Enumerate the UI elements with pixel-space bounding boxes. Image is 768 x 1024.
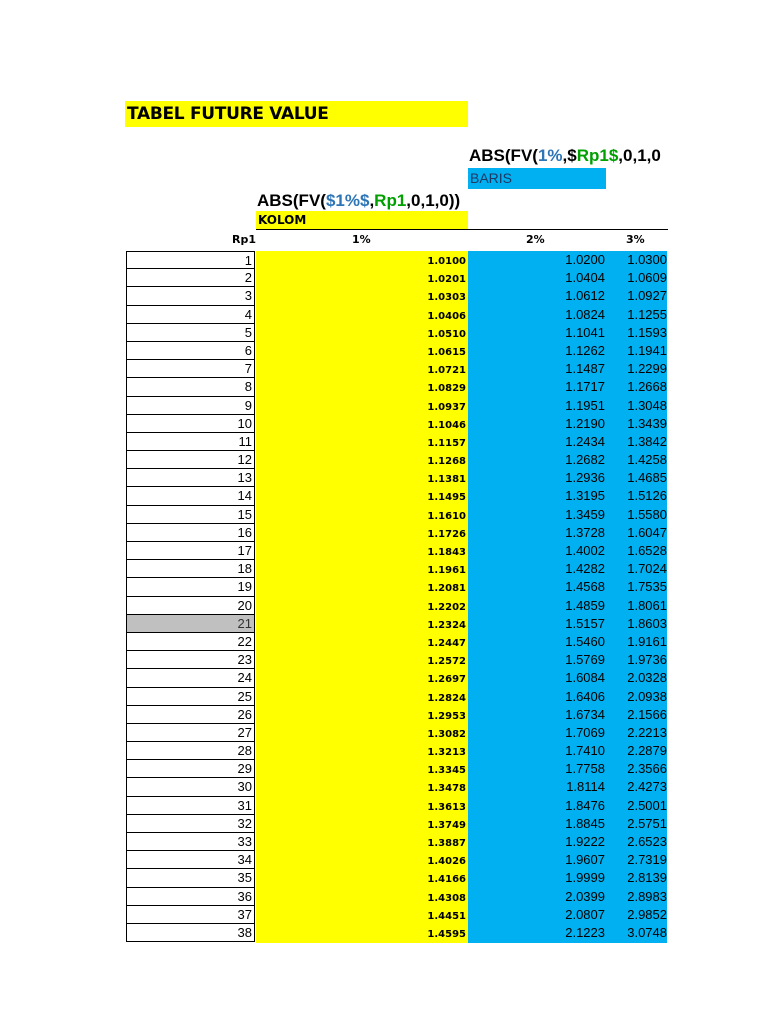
fv-cell-2pct[interactable]: 2.1223 xyxy=(565,924,605,940)
formula-part: ,0,1,0)) xyxy=(406,191,461,210)
table-row xyxy=(126,815,668,833)
period-cell[interactable]: 11 xyxy=(126,433,255,451)
fv-cell-1pct[interactable]: 1.1610 xyxy=(427,510,466,522)
fv-cell-3pct[interactable]: 2.5751 xyxy=(627,815,667,831)
fv-cell-3pct[interactable]: 1.4685 xyxy=(627,470,667,486)
fv-cell-2pct[interactable]: 1.5769 xyxy=(565,652,605,668)
fv-cell-2pct[interactable]: 1.1717 xyxy=(565,379,605,395)
fv-cell-1pct[interactable]: 1.1495 xyxy=(427,492,466,504)
table-row xyxy=(126,506,668,524)
fv-cell-3pct[interactable]: 2.4273 xyxy=(627,779,667,795)
period-cell[interactable]: 33 xyxy=(126,833,255,851)
fv-cell-1pct[interactable]: 1.2697 xyxy=(427,674,466,686)
table-row xyxy=(126,869,668,887)
fv-cell-1pct[interactable]: 1.0303 xyxy=(427,292,466,304)
fv-cell-1pct[interactable]: 1.2202 xyxy=(427,601,466,613)
fv-cell-1pct[interactable]: 1.0721 xyxy=(427,365,466,377)
table-row xyxy=(126,487,668,505)
table-row xyxy=(126,287,668,305)
period-cell[interactable]: 7 xyxy=(126,360,255,378)
fv-cell-2pct[interactable]: 1.3195 xyxy=(565,488,605,504)
formula-ref-amount: Rp1 xyxy=(374,191,407,210)
fv-cell-3pct[interactable]: 2.2213 xyxy=(627,724,667,740)
fv-cell-3pct[interactable]: 1.7024 xyxy=(627,561,667,577)
fv-cell-2pct[interactable]: 1.1041 xyxy=(565,324,605,340)
period-cell[interactable]: 22 xyxy=(126,633,255,651)
fv-cell-3pct[interactable]: 1.2299 xyxy=(627,361,667,377)
fv-cell-2pct[interactable]: 1.0824 xyxy=(565,306,605,322)
period-cell[interactable]: 24 xyxy=(126,669,255,687)
period-cell[interactable]: 29 xyxy=(126,760,255,778)
header-rate-3[interactable]: 3% xyxy=(626,233,645,246)
fv-cell-1pct[interactable]: 1.3613 xyxy=(427,801,466,813)
fv-cell-1pct[interactable]: 1.0201 xyxy=(427,274,466,286)
table-row xyxy=(126,324,668,342)
formula-part: ABS(FV( xyxy=(257,191,326,210)
fv-cell-1pct[interactable]: 1.3213 xyxy=(427,747,466,759)
fv-cell-1pct[interactable]: 1.2447 xyxy=(427,637,466,649)
fv-cell-1pct[interactable]: 1.3345 xyxy=(427,765,466,777)
period-cell[interactable]: 4 xyxy=(126,306,255,324)
table-row xyxy=(126,669,668,687)
fv-cell-2pct[interactable]: 2.0807 xyxy=(565,906,605,922)
fv-cell-3pct[interactable]: 1.0609 xyxy=(627,270,667,286)
fv-cell-3pct[interactable]: 2.8983 xyxy=(627,888,667,904)
formula-ref-amount: Rp1$ xyxy=(576,146,619,165)
fv-cell-3pct[interactable]: 1.0300 xyxy=(627,252,667,267)
period-cell[interactable]: 17 xyxy=(126,542,255,560)
fv-cell-1pct[interactable]: 1.3749 xyxy=(427,819,466,831)
kolom-label: KOLOM xyxy=(256,211,468,229)
period-cell[interactable]: 5 xyxy=(126,324,255,342)
table-row xyxy=(126,688,668,706)
formula-ref-rate: 1% xyxy=(537,146,563,165)
fv-cell-3pct[interactable]: 1.9736 xyxy=(627,652,667,668)
column-formula xyxy=(257,191,460,211)
formula-part: ,0,1,0 xyxy=(618,146,661,165)
table-row xyxy=(126,306,668,324)
fv-cell-2pct[interactable]: 1.5460 xyxy=(565,633,605,649)
table-row xyxy=(126,706,668,724)
table-row xyxy=(126,360,668,378)
fv-cell-1pct[interactable]: 1.4451 xyxy=(427,910,466,922)
fv-cell-3pct[interactable]: 1.1255 xyxy=(627,306,667,322)
fv-cell-2pct[interactable]: 1.4859 xyxy=(565,597,605,613)
fv-cell-1pct[interactable]: 1.2081 xyxy=(427,583,466,595)
fv-cell-2pct[interactable]: 1.6406 xyxy=(565,688,605,704)
fv-cell-3pct[interactable]: 2.1566 xyxy=(627,706,667,722)
table-row xyxy=(126,524,668,542)
fv-cell-2pct[interactable]: 1.2190 xyxy=(565,415,605,431)
fv-cell-3pct[interactable]: 1.8061 xyxy=(627,597,667,613)
period-cell[interactable]: 20 xyxy=(126,597,255,615)
fv-cell-3pct[interactable]: 2.9852 xyxy=(627,906,667,922)
fv-cell-1pct[interactable]: 1.0406 xyxy=(427,310,466,322)
table-row xyxy=(126,451,668,469)
fv-cell-3pct[interactable]: 3.0748 xyxy=(627,924,667,940)
fv-cell-1pct[interactable]: 1.1843 xyxy=(427,547,466,558)
fv-cell-3pct[interactable]: 2.7319 xyxy=(627,852,667,868)
fv-cell-1pct[interactable]: 1.2824 xyxy=(427,692,466,704)
formula-part: , xyxy=(369,191,375,210)
table-row xyxy=(126,924,668,942)
period-cell[interactable]: 25 xyxy=(126,688,255,706)
fv-cell-3pct[interactable]: 1.3048 xyxy=(627,397,667,413)
fv-cell-2pct[interactable]: 1.4282 xyxy=(565,561,605,577)
period-cell[interactable]: 32 xyxy=(126,815,255,833)
fv-cell-1pct[interactable]: 1.2324 xyxy=(427,619,466,631)
period-cell[interactable]: 12 xyxy=(126,451,255,469)
fv-cell-2pct[interactable]: 1.2936 xyxy=(565,470,605,486)
period-cell[interactable]: 14 xyxy=(126,487,255,505)
period-cell[interactable]: 1 xyxy=(126,251,255,269)
fv-table xyxy=(126,251,668,942)
fv-cell-2pct[interactable]: 1.2682 xyxy=(565,452,605,468)
table-row xyxy=(126,724,668,742)
fv-cell-3pct[interactable]: 1.6047 xyxy=(627,524,667,540)
fv-cell-3pct[interactable]: 1.5126 xyxy=(627,488,667,504)
period-cell[interactable]: 19 xyxy=(126,578,255,596)
period-cell[interactable]: 38 xyxy=(126,924,255,942)
fv-cell-1pct[interactable]: 1.0829 xyxy=(427,383,466,395)
fv-cell-3pct[interactable]: 1.7535 xyxy=(627,579,667,595)
fv-cell-2pct[interactable]: 1.9222 xyxy=(565,834,605,849)
row-formula xyxy=(469,146,668,170)
table-row xyxy=(126,742,668,760)
fv-cell-3pct[interactable]: 2.0328 xyxy=(627,670,667,686)
period-cell[interactable]: 6 xyxy=(126,342,255,360)
fv-cell-3pct[interactable]: 1.2668 xyxy=(627,379,667,395)
table-row xyxy=(126,378,668,396)
fv-cell-2pct[interactable]: 1.3728 xyxy=(565,524,605,540)
fv-cell-2pct[interactable]: 1.6734 xyxy=(565,706,605,722)
period-cell[interactable]: 10 xyxy=(126,415,255,433)
fv-cell-3pct[interactable]: 1.0927 xyxy=(627,288,667,304)
table-row xyxy=(126,269,668,287)
table-row xyxy=(126,833,668,851)
fv-cell-2pct[interactable]: 1.0612 xyxy=(565,288,605,304)
page-title: TABEL FUTURE VALUE xyxy=(127,104,329,124)
table-row xyxy=(126,342,668,360)
fv-cell-3pct[interactable]: 1.1593 xyxy=(627,324,667,340)
fv-cell-2pct[interactable]: 1.5157 xyxy=(565,615,605,631)
fv-cell-3pct[interactable]: 2.5001 xyxy=(627,797,667,813)
table-row xyxy=(126,433,668,451)
fv-cell-3pct[interactable]: 2.3566 xyxy=(627,761,667,777)
table-row xyxy=(126,778,668,796)
fv-cell-1pct[interactable]: 1.4026 xyxy=(427,856,466,868)
table-row xyxy=(126,633,668,651)
table-row xyxy=(126,597,668,615)
period-cell[interactable]: 18 xyxy=(126,560,255,578)
fv-cell-1pct[interactable]: 1.0100 xyxy=(427,256,466,267)
fv-cell-2pct[interactable]: 1.7069 xyxy=(565,724,605,740)
fv-cell-1pct[interactable]: 1.3887 xyxy=(427,838,466,849)
fv-cell-1pct[interactable]: 1.4595 xyxy=(427,928,466,940)
fv-cell-2pct[interactable]: 1.0200 xyxy=(565,252,605,267)
period-cell[interactable]: 31 xyxy=(126,797,255,815)
header-rate-1[interactable]: 1% xyxy=(352,233,371,246)
fv-cell-2pct[interactable]: 1.7758 xyxy=(565,761,605,777)
period-cell[interactable]: 28 xyxy=(126,742,255,760)
fv-cell-3pct[interactable]: 1.8603 xyxy=(627,615,667,631)
fv-cell-2pct[interactable]: 1.1262 xyxy=(565,342,605,358)
fv-cell-2pct[interactable]: 1.1951 xyxy=(565,397,605,413)
header-divider xyxy=(256,229,668,230)
table-row xyxy=(126,415,668,433)
period-cell[interactable]: 27 xyxy=(126,724,255,742)
fv-cell-1pct[interactable]: 1.1268 xyxy=(427,456,466,468)
table-row xyxy=(126,760,668,778)
fv-cell-1pct[interactable]: 1.1961 xyxy=(427,565,466,577)
table-row xyxy=(126,560,668,578)
table-row xyxy=(126,651,668,669)
table-row xyxy=(126,906,668,924)
table-row xyxy=(126,797,668,815)
period-cell[interactable]: 26 xyxy=(126,706,255,724)
period-cell[interactable]: 13 xyxy=(126,469,255,487)
table-row xyxy=(126,851,668,869)
period-cell[interactable]: 9 xyxy=(126,397,255,415)
fv-cell-3pct[interactable]: 1.6528 xyxy=(627,543,667,558)
fv-cell-2pct[interactable]: 1.8476 xyxy=(565,797,605,813)
fv-cell-1pct[interactable]: 1.4308 xyxy=(427,892,466,904)
fv-cell-1pct[interactable]: 1.0615 xyxy=(427,346,466,358)
fv-cell-2pct[interactable]: 1.8845 xyxy=(565,815,605,831)
fv-cell-1pct[interactable]: 1.1726 xyxy=(427,528,466,540)
fv-cell-3pct[interactable]: 2.6523 xyxy=(627,834,667,849)
period-cell[interactable]: 34 xyxy=(126,851,255,869)
fv-cell-2pct[interactable]: 1.4568 xyxy=(565,579,605,595)
fv-cell-2pct[interactable]: 1.6084 xyxy=(565,670,605,686)
fv-cell-3pct[interactable]: 1.4258 xyxy=(627,452,667,468)
period-cell[interactable]: 8 xyxy=(126,378,255,396)
fv-cell-3pct[interactable]: 2.0938 xyxy=(627,688,667,704)
fv-cell-2pct[interactable]: 1.4002 xyxy=(565,543,605,558)
period-cell[interactable]: 3 xyxy=(126,287,255,305)
formula-part: ,$ xyxy=(562,146,577,165)
header-rate-2[interactable]: 2% xyxy=(526,233,545,246)
period-cell[interactable]: 37 xyxy=(126,906,255,924)
period-cell[interactable]: 30 xyxy=(126,778,255,796)
table-row xyxy=(126,397,668,415)
fv-cell-3pct[interactable]: 2.2879 xyxy=(627,743,667,759)
fv-cell-1pct[interactable]: 1.4166 xyxy=(427,874,466,886)
table-row xyxy=(126,469,668,487)
fv-cell-2pct[interactable]: 1.9607 xyxy=(565,852,605,868)
fv-cell-1pct[interactable]: 1.2572 xyxy=(427,656,466,668)
period-cell[interactable]: 36 xyxy=(126,888,255,906)
fv-cell-1pct[interactable]: 1.0510 xyxy=(427,328,466,340)
table-row xyxy=(126,251,668,269)
period-cell[interactable]: 21 xyxy=(126,615,255,633)
period-cell[interactable]: 16 xyxy=(126,524,255,542)
fv-cell-3pct[interactable]: 1.1941 xyxy=(627,342,667,358)
fv-cell-2pct[interactable]: 1.7410 xyxy=(565,743,605,759)
period-cell[interactable]: 15 xyxy=(126,506,255,524)
baris-label: BARIS xyxy=(468,168,606,189)
fv-cell-2pct[interactable]: 1.1487 xyxy=(565,361,605,377)
fv-cell-3pct[interactable]: 2.8139 xyxy=(627,870,667,886)
fv-cell-3pct[interactable]: 1.9161 xyxy=(627,633,667,649)
period-cell[interactable]: 35 xyxy=(126,869,255,887)
fv-cell-1pct[interactable]: 1.1381 xyxy=(427,474,466,486)
table-row xyxy=(126,615,668,633)
period-cell[interactable]: 2 xyxy=(126,269,255,287)
fv-cell-2pct[interactable]: 1.0404 xyxy=(565,270,605,286)
table-row xyxy=(126,888,668,906)
fv-cell-1pct[interactable]: 1.3082 xyxy=(427,728,466,740)
table-row xyxy=(126,542,668,560)
fv-cell-2pct[interactable]: 1.2434 xyxy=(565,433,605,449)
fv-cell-3pct[interactable]: 1.3439 xyxy=(627,415,667,431)
header-rp1[interactable]: Rp1 xyxy=(232,233,256,246)
fv-cell-3pct[interactable]: 1.3842 xyxy=(627,433,667,449)
fv-cell-3pct[interactable]: 1.5580 xyxy=(627,506,667,522)
formula-part: ABS(FV( xyxy=(469,146,538,165)
fv-cell-2pct[interactable]: 1.8114 xyxy=(566,779,605,795)
fv-cell-1pct[interactable]: 1.3478 xyxy=(427,783,466,795)
fv-cell-2pct[interactable]: 2.0399 xyxy=(565,888,605,904)
fv-cell-1pct[interactable]: 1.1157 xyxy=(427,437,466,449)
fv-cell-1pct[interactable]: 1.1046 xyxy=(427,419,466,431)
table-row xyxy=(126,578,668,596)
period-cell[interactable]: 23 xyxy=(126,651,255,669)
fv-cell-2pct[interactable]: 1.3459 xyxy=(565,506,605,522)
fv-cell-1pct[interactable]: 1.2953 xyxy=(427,710,466,722)
fv-cell-2pct[interactable]: 1.9999 xyxy=(565,870,605,886)
fv-cell-1pct[interactable]: 1.0937 xyxy=(427,401,466,413)
formula-ref-rate: $1%$ xyxy=(325,191,370,210)
